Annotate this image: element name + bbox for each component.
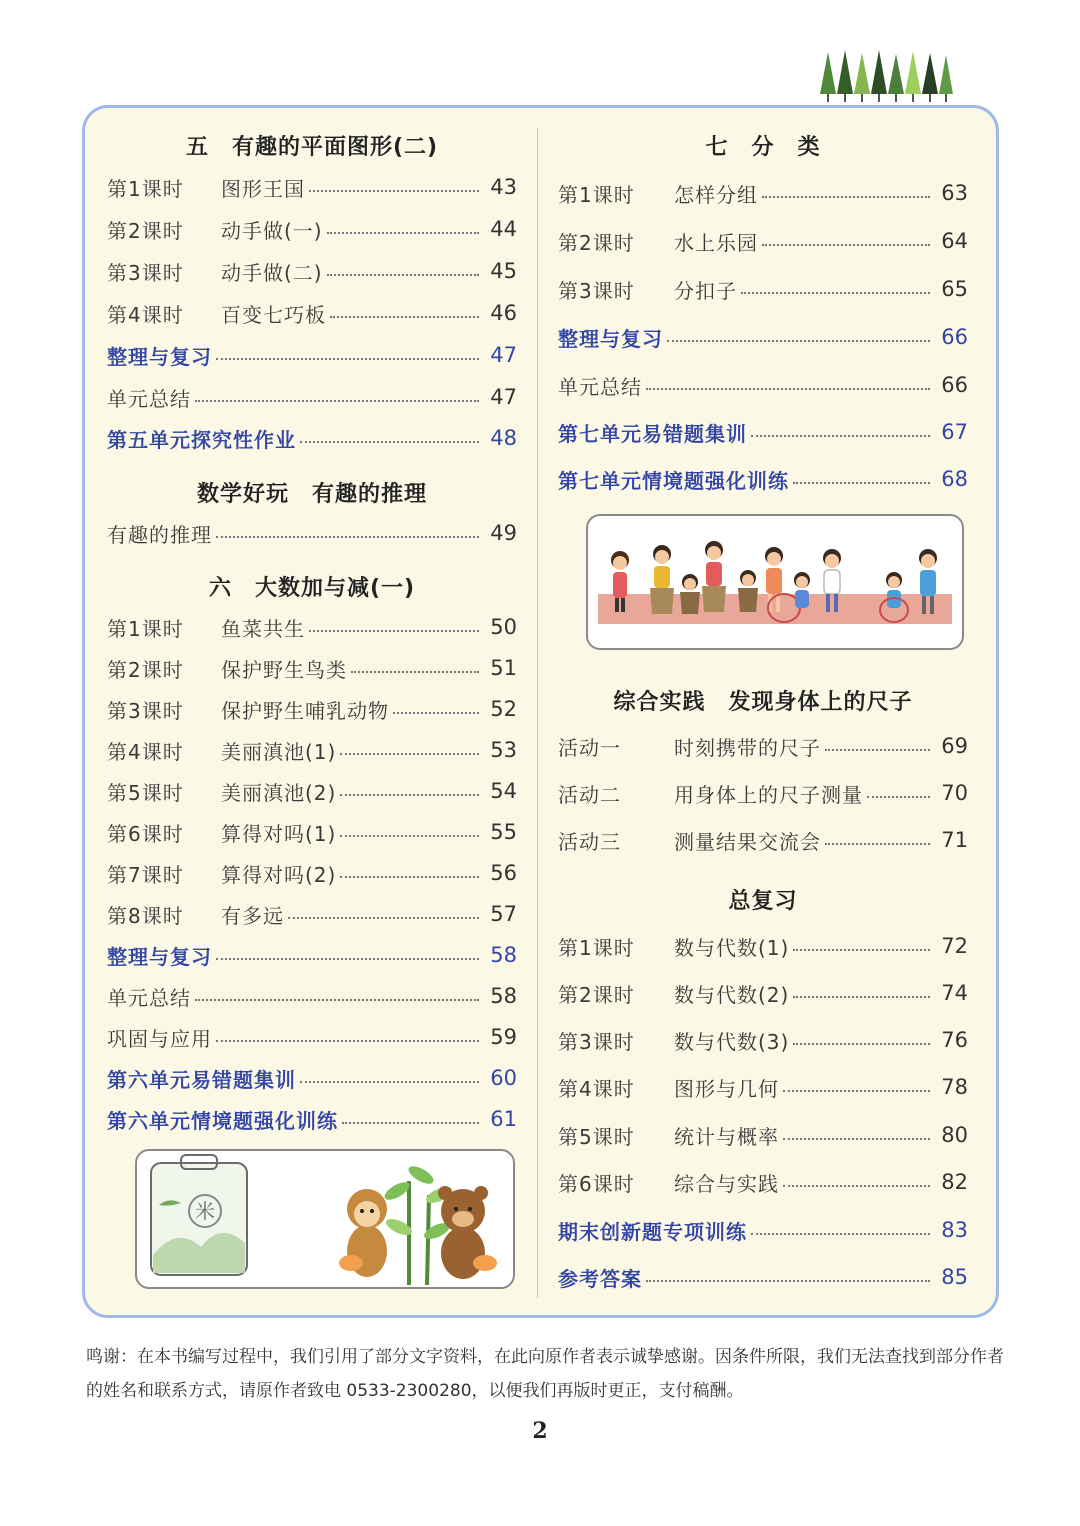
- page-number: 58: [490, 943, 517, 967]
- entry-title: 期末创新题专项训练: [558, 1219, 747, 1244]
- dot-leader: [793, 1043, 930, 1045]
- toc-entry[interactable]: [558, 978, 968, 1008]
- dot-leader: [783, 1090, 930, 1092]
- entry-title: 综合与实践: [674, 1171, 779, 1196]
- dot-leader: [751, 1233, 930, 1235]
- entry-title: 怎样分组: [674, 182, 758, 207]
- entry-title: 保护野生鸟类: [221, 657, 347, 682]
- dot-leader: [793, 996, 930, 998]
- dot-leader: [793, 482, 930, 484]
- lesson-label: 第2课时: [107, 657, 184, 682]
- page-number: 43: [490, 175, 517, 199]
- toc-entry[interactable]: [107, 1022, 517, 1052]
- toc-entry[interactable]: [558, 226, 968, 256]
- lesson-label: 第4课时: [558, 1076, 635, 1101]
- lesson-label: 第3课时: [107, 698, 184, 723]
- toc-entry[interactable]: [107, 817, 517, 847]
- dot-leader: [195, 400, 479, 402]
- dot-leader: [327, 274, 479, 276]
- entry-title: 算得对吗(2): [221, 862, 337, 887]
- page-number: 70: [941, 781, 968, 805]
- dot-leader: [762, 244, 930, 246]
- lesson-label: 第5课时: [107, 780, 184, 805]
- toc-entry-highlight[interactable]: [107, 1063, 517, 1093]
- child-icon: [702, 541, 726, 612]
- page-number: 76: [941, 1028, 968, 1052]
- toc-entry-highlight[interactable]: [107, 423, 517, 453]
- entry-title: 保护野生哺乳动物: [221, 698, 389, 723]
- rice-bag-icon: [151, 1155, 247, 1275]
- practice-heading: 综合实践 发现身体上的尺子: [613, 690, 913, 715]
- column-divider: [537, 128, 538, 1298]
- lesson-label: 第2课时: [558, 982, 635, 1007]
- dot-leader: [741, 292, 930, 294]
- page-number: 57: [490, 902, 517, 926]
- page-number: 51: [490, 656, 517, 680]
- entry-title: 有多远: [221, 903, 284, 928]
- page-number: 80: [941, 1123, 968, 1147]
- toc-entry[interactable]: [107, 256, 517, 286]
- dot-leader: [646, 1280, 930, 1282]
- page-number: 65: [941, 277, 968, 301]
- dot-leader: [300, 1081, 479, 1083]
- toc-entry[interactable]: [107, 172, 517, 202]
- rice-glyph: 米: [195, 1199, 215, 1223]
- entry-title: 用身体上的尺子测量: [674, 782, 863, 807]
- page-number: 55: [490, 820, 517, 844]
- dot-leader: [216, 358, 479, 360]
- monkey-icon: [339, 1189, 387, 1277]
- page-number: 60: [490, 1066, 517, 1090]
- page-number: 53: [490, 738, 517, 762]
- dot-leader: [288, 917, 479, 919]
- toc-entry-highlight[interactable]: [558, 417, 968, 447]
- toc-entry[interactable]: [558, 1120, 968, 1150]
- page-number: 69: [941, 734, 968, 758]
- dot-leader: [340, 753, 479, 755]
- page-number: 66: [941, 373, 968, 397]
- dot-leader: [667, 340, 930, 342]
- entry-title: 动手做(一): [221, 218, 323, 243]
- lesson-label: 活动一: [558, 735, 621, 760]
- toc-entry[interactable]: [107, 858, 517, 888]
- fun-math-heading: 数学好玩 有趣的推理: [196, 482, 427, 507]
- page-number: 44: [490, 217, 517, 241]
- toc-entry[interactable]: [558, 274, 968, 304]
- toc-entry-highlight[interactable]: [107, 940, 517, 970]
- toc-entry-highlight[interactable]: [558, 464, 968, 494]
- dot-leader: [762, 196, 930, 198]
- page-number: 61: [490, 1107, 517, 1131]
- page-number: 47: [490, 385, 517, 409]
- page-number: 74: [941, 981, 968, 1005]
- toc-entry[interactable]: [558, 825, 968, 855]
- toc-entry[interactable]: [107, 298, 517, 328]
- unit7-heading: 七 分 类: [705, 135, 821, 160]
- entry-title: 水上乐园: [674, 230, 758, 255]
- lesson-label: 活动三: [558, 829, 621, 854]
- entry-title: 巩固与应用: [107, 1026, 212, 1051]
- entry-title: 单元总结: [558, 374, 642, 399]
- entry-title: 图形王国: [221, 176, 305, 201]
- page-number: 71: [941, 828, 968, 852]
- entry-title: 数与代数(1): [674, 935, 790, 960]
- entry-title: 有趣的推理: [107, 522, 212, 547]
- entry-title: 百变七巧板: [221, 302, 326, 327]
- plants-icon: [382, 1163, 454, 1285]
- dot-leader: [393, 712, 479, 714]
- dot-leader: [867, 796, 930, 798]
- toc-entry[interactable]: [558, 931, 968, 961]
- toc-entry[interactable]: [558, 1072, 968, 1102]
- unit5-heading: 五 有趣的平面图形(二): [185, 135, 439, 160]
- toc-entry[interactable]: [107, 694, 517, 724]
- dot-leader: [825, 843, 930, 845]
- page-number: 48: [490, 426, 517, 450]
- page-number: 66: [941, 325, 968, 349]
- toc-entry[interactable]: [107, 382, 517, 412]
- toc-entry-highlight[interactable]: [558, 1262, 968, 1292]
- page-number: 68: [941, 467, 968, 491]
- toc-entry-highlight[interactable]: [558, 1215, 968, 1245]
- entry-title: 美丽滇池(2): [221, 780, 337, 805]
- dot-leader: [340, 876, 479, 878]
- lesson-label: 第1课时: [107, 616, 184, 641]
- toc-entry-highlight[interactable]: [107, 1104, 517, 1134]
- lesson-label: 第6课时: [107, 821, 184, 846]
- page-number: 72: [941, 934, 968, 958]
- page-number: 67: [941, 420, 968, 444]
- lesson-label: 第1课时: [558, 182, 635, 207]
- entry-title: 整理与复习: [107, 944, 212, 969]
- dot-leader: [646, 388, 930, 390]
- lesson-label: 第4课时: [107, 302, 184, 327]
- dot-leader: [751, 435, 930, 437]
- entry-title: 时刻携带的尺子: [674, 735, 821, 760]
- toc-entry[interactable]: [107, 899, 517, 929]
- page-number: 63: [941, 181, 968, 205]
- page-number: 59: [490, 1025, 517, 1049]
- lesson-label: 第2课时: [107, 218, 184, 243]
- lesson-label: 第1课时: [558, 935, 635, 960]
- dot-leader: [783, 1185, 930, 1187]
- illustration-children-playing: [586, 514, 964, 650]
- lesson-label: 第7课时: [107, 862, 184, 887]
- dot-leader: [340, 794, 479, 796]
- page-number: 45: [490, 259, 517, 283]
- toc-entry[interactable]: [107, 653, 517, 683]
- lesson-label: 活动二: [558, 782, 621, 807]
- entry-title: 动手做(二): [221, 260, 323, 285]
- entry-title: 第六单元易错题集训: [107, 1067, 296, 1092]
- unit6-heading: 六 大数加与减(一): [208, 576, 416, 601]
- dot-leader: [309, 630, 479, 632]
- toc-entry[interactable]: [107, 612, 517, 642]
- page-number-footer: 2: [532, 1418, 548, 1444]
- lesson-label: 第1课时: [107, 176, 184, 201]
- entry-title: 数与代数(3): [674, 1029, 790, 1054]
- lesson-label: 第6课时: [558, 1171, 635, 1196]
- page-number: 85: [941, 1265, 968, 1289]
- page-number: 56: [490, 861, 517, 885]
- dot-leader: [330, 316, 479, 318]
- child-icon: [680, 574, 700, 614]
- toc-entry[interactable]: [558, 178, 968, 208]
- page-number: 50: [490, 615, 517, 639]
- dot-leader: [327, 232, 479, 234]
- toc-entry[interactable]: [558, 1025, 968, 1055]
- entry-title: 分扣子: [674, 278, 737, 303]
- page-number: 64: [941, 229, 968, 253]
- lesson-label: 第3课时: [558, 278, 635, 303]
- lesson-label: 第8课时: [107, 903, 184, 928]
- lesson-label: 第3课时: [558, 1029, 635, 1054]
- toc-entry-highlight[interactable]: [107, 340, 517, 370]
- entry-title: 第六单元情境题强化训练: [107, 1108, 338, 1133]
- entry-title: 整理与复习: [107, 344, 212, 369]
- review-heading: 总复习: [728, 889, 798, 914]
- dot-leader: [216, 1040, 479, 1042]
- acknowledgement-text: 鸣谢：在本书编写过程中，我们引用了部分文字资料，在此向原作者表示诚挚感谢。因条件所限，我们无法查找到部分作者的姓名和联系方式，请原作者致电 0533-2300280，以便我们再版时更正，支付稿酬。: [86, 1347, 1004, 1401]
- bear-icon: [438, 1186, 497, 1279]
- entry-title: 数与代数(2): [674, 982, 790, 1007]
- entry-title: 算得对吗(1): [221, 821, 337, 846]
- child-icon: [650, 545, 674, 614]
- entry-title: 测量结果交流会: [674, 829, 821, 854]
- dot-leader: [195, 999, 479, 1001]
- entry-title: 参考答案: [558, 1266, 642, 1291]
- dot-leader: [342, 1122, 479, 1124]
- entry-title: 第七单元易错题集训: [558, 421, 747, 446]
- dot-leader: [216, 536, 479, 538]
- entry-title: 单元总结: [107, 386, 191, 411]
- dot-leader: [825, 749, 930, 751]
- entry-title: 图形与几何: [674, 1076, 779, 1101]
- toc-entry[interactable]: [107, 214, 517, 244]
- entry-title: 单元总结: [107, 985, 191, 1010]
- dot-leader: [309, 190, 479, 192]
- entry-title: 整理与复习: [558, 326, 663, 351]
- page-number: 46: [490, 301, 517, 325]
- child-icon: [794, 572, 810, 608]
- page-number: 49: [490, 521, 517, 545]
- page-number: 58: [490, 984, 517, 1008]
- entry-title: 统计与概率: [674, 1124, 779, 1149]
- child-icon: [738, 570, 758, 612]
- toc-entry[interactable]: [558, 778, 968, 808]
- toc-entry[interactable]: [107, 981, 517, 1011]
- entry-title: 鱼菜共生: [221, 616, 305, 641]
- illustration-art: [588, 516, 962, 648]
- toc-entry[interactable]: [107, 776, 517, 806]
- page-number: 47: [490, 343, 517, 367]
- dot-leader: [793, 949, 930, 951]
- toc-entry[interactable]: [107, 735, 517, 765]
- page-number: 82: [941, 1170, 968, 1194]
- illustration-rice-bag-animals: [135, 1149, 515, 1289]
- lesson-label: 第5课时: [558, 1124, 635, 1149]
- dot-leader: [340, 835, 479, 837]
- dot-leader: [783, 1138, 930, 1140]
- page-number: 54: [490, 779, 517, 803]
- entry-title: 美丽滇池(1): [221, 739, 337, 764]
- dot-leader: [351, 671, 479, 673]
- page-number: 83: [941, 1218, 968, 1242]
- left-column: [107, 0, 517, 1300]
- entry-title: 第五单元探究性作业: [107, 427, 296, 452]
- dot-leader: [216, 958, 479, 960]
- page-number: 78: [941, 1075, 968, 1099]
- dot-leader: [300, 441, 479, 443]
- illustration-art: [137, 1151, 513, 1287]
- page-number: 52: [490, 697, 517, 721]
- toc-entry[interactable]: [558, 1167, 968, 1197]
- toc-entry[interactable]: [558, 370, 968, 400]
- toc-entry[interactable]: [107, 518, 517, 548]
- lesson-label: 第4课时: [107, 739, 184, 764]
- toc-entry-highlight[interactable]: [558, 322, 968, 352]
- entry-title: 第七单元情境题强化训练: [558, 468, 789, 493]
- lesson-label: 第3课时: [107, 260, 184, 285]
- toc-entry[interactable]: [558, 731, 968, 761]
- lesson-label: 第2课时: [558, 230, 635, 255]
